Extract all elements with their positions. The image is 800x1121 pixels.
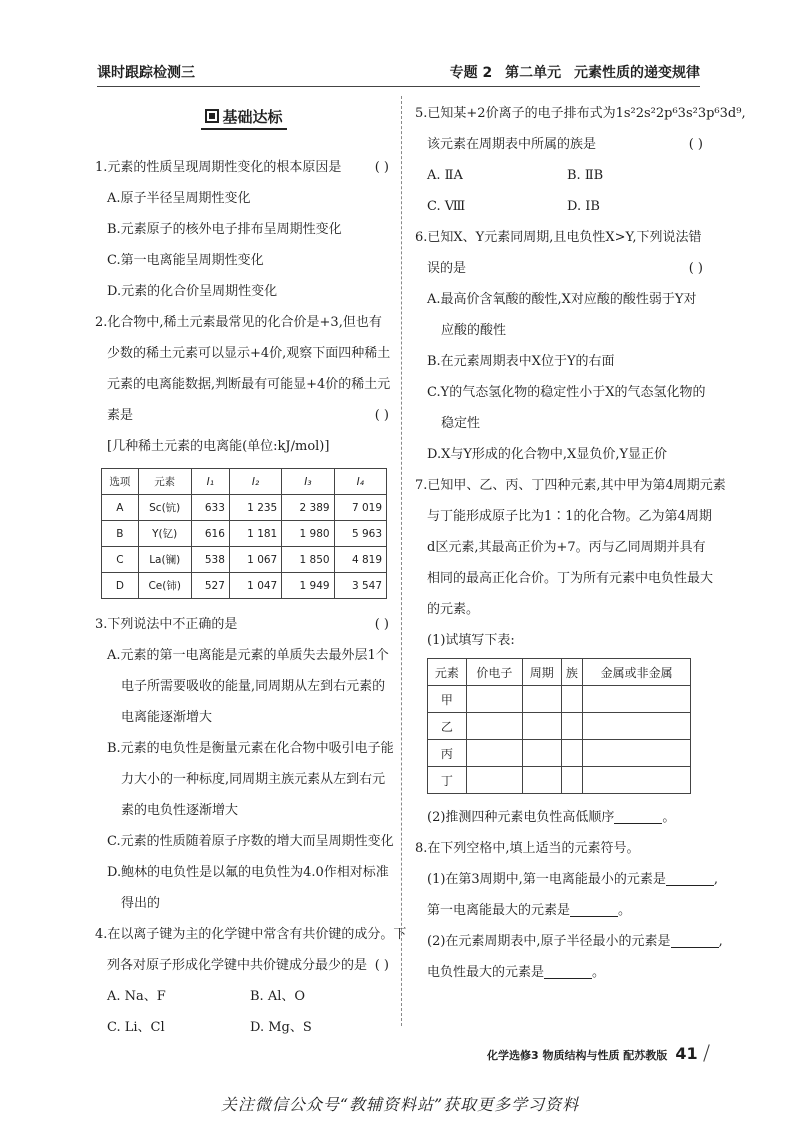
question-line: 的元素。 <box>427 602 480 617</box>
answer-parentheses: ( ) <box>688 137 703 152</box>
punctuation: 。 <box>618 903 632 918</box>
question-6 <box>415 222 707 470</box>
question-2 <box>95 307 393 599</box>
option: A.原子半径呈周期性变化 <box>107 191 251 206</box>
question-line: 元素的电离能数据,判断最有可能显+4价的稀土元 <box>107 377 391 392</box>
table-row <box>102 547 387 573</box>
question-line: d区元素,其最高正价为+7。丙与乙同周期并具有 <box>427 540 706 555</box>
question-stem: 该元素在周期表中所属的族是 <box>427 137 597 152</box>
table-cell: La(镧) <box>138 547 191 573</box>
left-column <box>95 98 407 1043</box>
table-cell: 1 980 <box>282 521 334 547</box>
table-row <box>428 767 691 794</box>
section-square-icon <box>205 109 219 123</box>
table-header: 族 <box>561 659 583 686</box>
sub-question: (1)在第3周期中,第一电离能最小的元素是 <box>427 872 666 887</box>
section-heading <box>95 106 393 130</box>
answer-cell[interactable] <box>466 767 522 794</box>
option: D.X与Y形成的化合物中,X显负价,Y显正价 <box>427 447 668 462</box>
table-header: I₄ <box>334 469 386 495</box>
sub-question: (1)试填写下表: <box>427 633 515 648</box>
answer-cell[interactable] <box>583 713 691 740</box>
table-cell: 4 819 <box>334 547 386 573</box>
table-cell: 2 389 <box>282 495 334 521</box>
table-cell: Ce(铈) <box>138 573 191 599</box>
answer-cell[interactable] <box>522 767 561 794</box>
option: A. ⅡA <box>427 168 463 183</box>
table-cell: 1 047 <box>229 573 281 599</box>
table-cell: 甲 <box>428 686 467 713</box>
answer-cell[interactable] <box>583 767 691 794</box>
table-row <box>428 686 691 713</box>
table-cell: 乙 <box>428 713 467 740</box>
table-row <box>428 740 691 767</box>
punctuation: 。 <box>662 810 676 825</box>
header-right <box>442 62 700 82</box>
question-line: 相同的最高正化合价。丁为所有元素中电负性最大 <box>427 571 714 586</box>
answer-cell[interactable] <box>466 686 522 713</box>
question-8 <box>415 833 723 988</box>
option: D. ⅠB <box>567 199 600 214</box>
option: A. Na、F <box>107 989 166 1004</box>
option: D.元素的化合价呈周期性变化 <box>107 284 278 299</box>
footer-note: 关注微信公众号“教辅资料站”获取更多学习资料 <box>220 1095 580 1114</box>
option: A.元素的第一电离能是元素的单质失去最外层1个 <box>107 648 389 663</box>
answer-cell[interactable] <box>522 686 561 713</box>
answer-blank[interactable] <box>544 964 592 979</box>
table-cell: 633 <box>191 495 229 521</box>
table-cell: 丙 <box>428 740 467 767</box>
sub-question: 第一电离能最大的元素是 <box>427 903 571 918</box>
answer-cell[interactable] <box>466 740 522 767</box>
question-line: 误的是 <box>427 261 467 276</box>
answer-cell[interactable] <box>561 740 583 767</box>
table-cell: Y(钇) <box>138 521 191 547</box>
table-cell: 616 <box>191 521 229 547</box>
answer-blank[interactable] <box>614 809 662 824</box>
table-cell: A <box>102 495 139 521</box>
option-continued: 应酸的酸性 <box>441 323 507 338</box>
answer-cell[interactable] <box>583 740 691 767</box>
answer-blank[interactable] <box>666 871 714 886</box>
header-unit: 第二单元 <box>505 65 562 81</box>
header-topic: 专题 2 <box>449 65 493 81</box>
question-line: 与丁能形成原子比为1∶1的化合物。乙为第4周期 <box>427 509 712 524</box>
ionization-energy-table <box>101 468 387 599</box>
option: C. Ⅷ <box>427 199 466 214</box>
question-3 <box>95 609 393 919</box>
option-continued: 素的电负性逐渐增大 <box>121 803 239 818</box>
answer-blank[interactable] <box>671 933 719 948</box>
table-cell: 丁 <box>428 767 467 794</box>
table-cell: 7 019 <box>334 495 386 521</box>
answer-blank[interactable] <box>570 902 618 917</box>
punctuation: 。 <box>592 965 606 980</box>
option: B.在元素周期表中X位于Y的右面 <box>427 354 615 369</box>
answer-parentheses: ( ) <box>374 617 389 632</box>
table-header: 元素 <box>428 659 467 686</box>
option-continued: 得出的 <box>121 896 161 911</box>
question-stem: 5.已知某+2价离子的电子排布式为1s²2s²2p⁶3s²3p⁶3d⁹, <box>415 106 746 121</box>
table-row <box>102 573 387 599</box>
question-line: 7.已知甲、乙、丙、丁四种元素,其中甲为第4周期元素 <box>415 478 726 493</box>
question-stem: 1.元素的性质呈现周期性变化的根本原因是 <box>95 160 342 175</box>
header-chapter-title: 元素性质的递变规律 <box>574 65 700 81</box>
option: B.元素的电负性是衡量元素在化合物中吸引电子能 <box>107 741 394 756</box>
table-cell: 527 <box>191 573 229 599</box>
option: C.元素的性质随着原子序数的增大而呈周期性变化 <box>107 834 394 849</box>
section-title: 基础达标 <box>222 108 283 126</box>
table-cell: 5 963 <box>334 521 386 547</box>
answer-cell[interactable] <box>561 713 583 740</box>
question-7 <box>415 470 726 833</box>
fill-in-table <box>427 658 691 794</box>
option: A.最高价含氧酸的酸性,X对应酸的酸性弱于Y对 <box>427 292 697 307</box>
punctuation: , <box>713 872 718 887</box>
answer-cell[interactable] <box>561 686 583 713</box>
question-line: 6.已知X、Y元素同周期,且电负性X>Y,下列说法错 <box>415 230 702 245</box>
table-cell: C <box>102 547 139 573</box>
table-row <box>102 495 387 521</box>
option-continued: 稳定性 <box>441 416 481 431</box>
table-cell: 3 547 <box>334 573 386 599</box>
table-header: 价电子 <box>466 659 522 686</box>
table-header: 金属或非金属 <box>583 659 691 686</box>
answer-parentheses: ( ) <box>374 408 389 423</box>
answer-cell[interactable] <box>522 713 561 740</box>
option: D.鲍林的电负性是以氟的电负性为4.0作相对标准 <box>107 865 389 880</box>
question-5 <box>415 98 746 222</box>
question-4 <box>95 919 407 1043</box>
option-continued: 电离能逐渐增大 <box>121 710 213 725</box>
table-cell: B <box>102 521 139 547</box>
punctuation: , <box>718 934 723 949</box>
column-divider <box>401 96 402 1026</box>
question-line: 列各对原子形成化学键中共价键成分最少的是 <box>107 958 368 973</box>
slash-decoration <box>703 1044 710 1061</box>
table-header-row <box>102 469 387 495</box>
option-continued: 力大小的一种标度,同周期主族元素从左到右元 <box>121 772 386 787</box>
table-cell: Sc(钪) <box>138 495 191 521</box>
question-line: 4.在以离子键为主的化学键中常含有共价键的成分。下 <box>95 927 407 942</box>
header-rule <box>97 86 700 87</box>
header-left-title: 课时跟踪检测三 <box>97 65 195 81</box>
sub-question: 电负性最大的元素是 <box>427 965 545 980</box>
option: B.元素原子的核外电子排布呈周期性变化 <box>107 222 342 237</box>
table-cell: 1 235 <box>229 495 281 521</box>
option: D. Mg、S <box>250 1020 312 1035</box>
table-cell: 538 <box>191 547 229 573</box>
option: C.第一电离能呈周期性变化 <box>107 253 264 268</box>
table-row <box>102 521 387 547</box>
answer-cell[interactable] <box>561 767 583 794</box>
answer-cell[interactable] <box>583 686 691 713</box>
answer-parentheses: ( ) <box>374 958 389 973</box>
question-stem: 8.在下列空格中,填上适当的元素符号。 <box>415 841 640 856</box>
table-cell: 1 850 <box>282 547 334 573</box>
table-cell: 1 181 <box>229 521 281 547</box>
page-footer-info <box>487 1044 707 1063</box>
sub-question: (2)推测四种元素电负性高低顺序 <box>427 810 615 825</box>
table-header: 选项 <box>102 469 139 495</box>
table-header: I₃ <box>282 469 334 495</box>
table-cell: 1 067 <box>229 547 281 573</box>
option-continued: 电子所需要吸收的能量,同周期从左到右元素的 <box>121 679 386 694</box>
question-line: 少数的稀土元素可以显示+4价,观察下面四种稀土 <box>107 346 391 361</box>
table-cell: 1 949 <box>282 573 334 599</box>
question-1 <box>95 152 393 307</box>
table-header: 元素 <box>138 469 191 495</box>
sub-question: (2)在元素周期表中,原子半径最小的元素是 <box>427 934 671 949</box>
question-line: 素是 <box>107 408 134 423</box>
option: B. Al、O <box>250 989 306 1004</box>
table-header: 周期 <box>522 659 561 686</box>
book-title: 化学选修3 物质结构与性质 配苏教版 <box>487 1049 668 1062</box>
question-stem: 3.下列说法中不正确的是 <box>95 617 238 632</box>
option: B. ⅡB <box>567 168 604 183</box>
table-header: I₂ <box>229 469 281 495</box>
table-header-row <box>428 659 691 686</box>
answer-parentheses: ( ) <box>688 261 703 276</box>
page-number: 41 <box>675 1044 698 1063</box>
answer-cell[interactable] <box>466 713 522 740</box>
option: C.Y的气态氢化物的稳定性小于X的气态氢化物的 <box>427 385 706 400</box>
table-row <box>428 713 691 740</box>
answer-parentheses: ( ) <box>374 160 389 175</box>
right-column <box>415 98 746 988</box>
question-line: 2.化合物中,稀土元素最常见的化合价是+3,但也有 <box>95 315 382 330</box>
answer-cell[interactable] <box>522 740 561 767</box>
table-caption: [几种稀土元素的电离能(单位:kJ/mol)] <box>107 439 330 454</box>
option: C. Li、Cl <box>107 1020 165 1035</box>
table-header: I₁ <box>191 469 229 495</box>
table-cell: D <box>102 573 139 599</box>
